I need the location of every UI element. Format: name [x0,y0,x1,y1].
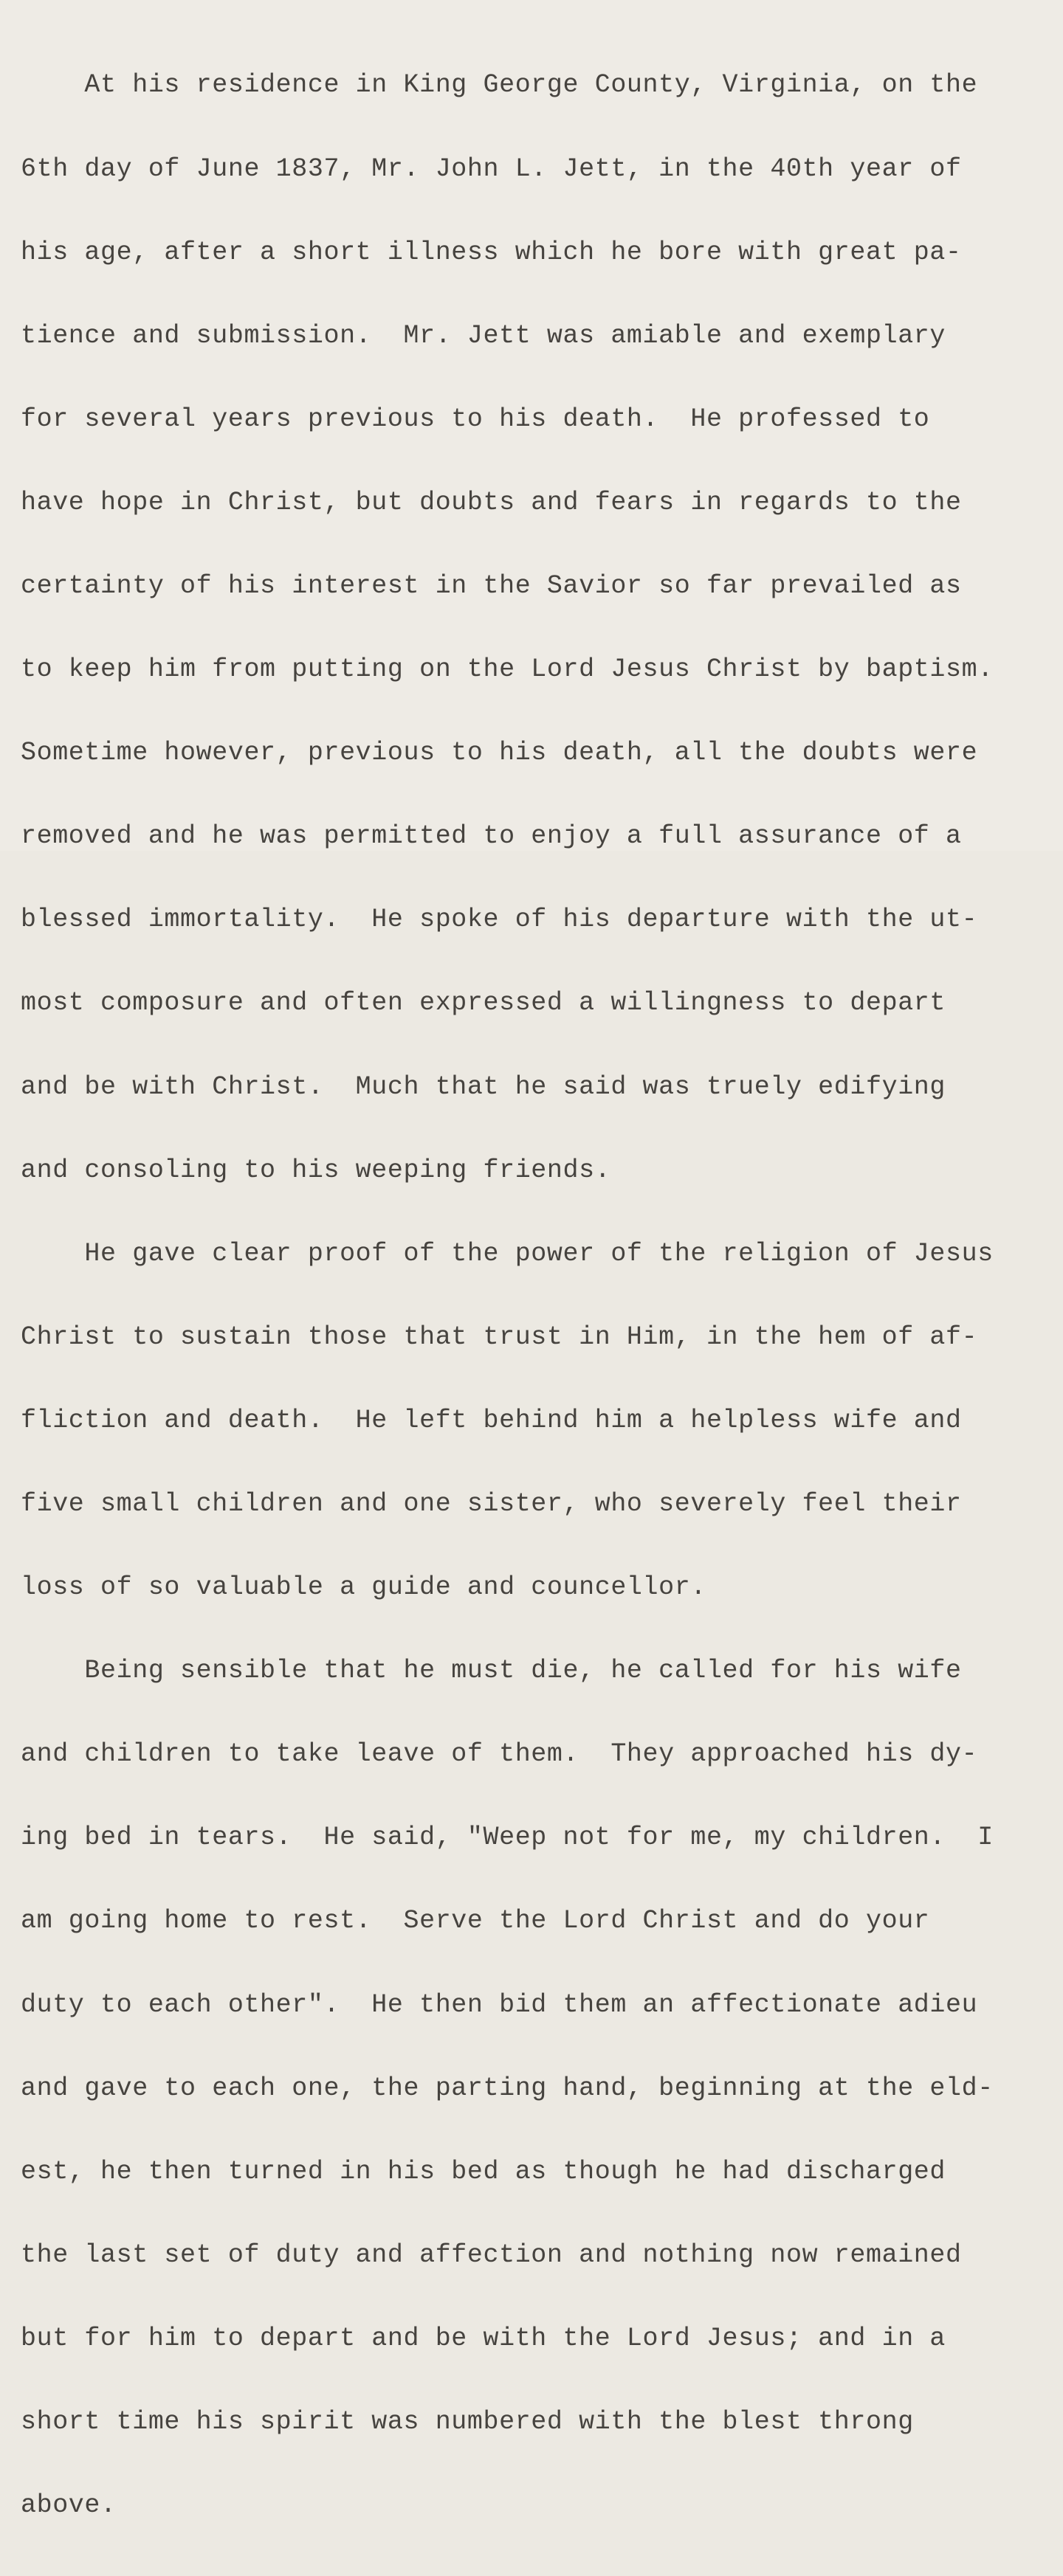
text-line: certainty of his interest in the Savior so far prevailed as [21,570,962,601]
text-line: Being sensible that he must die, he called for his wife [21,1656,962,1686]
text-line: duty to each other". He then bid them an affectionate adieu [21,1989,978,2020]
text-line: and gave to each one, the parting hand, beginning at the eld- [21,2073,994,2103]
text-line: but for him to depart and be with the Lord Jesus; and in a [21,2323,946,2353]
text-line: removed and he was permitted to enjoy a full assurance of a [21,821,962,852]
text-line: to keep him from putting on the Lord Jesus Christ by baptism. [21,655,994,685]
text-line: above. [21,2490,117,2521]
text-line: am going home to rest. Serve the Lord Christ and do your [21,1906,930,1936]
text-line: loss of so valuable a guide and councellor. [21,1572,706,1603]
text-line: and be with Christ. Much that he said was truely edifying [21,1071,946,1102]
text-line: Sometime however, previous to his death, all the doubts were [21,738,978,768]
text-line: est, he then turned in his bed as though he had discharged [21,2156,946,2186]
text-line: his age, after a short illness which he bore with great pa- [21,237,962,267]
text-line: most composure and often expressed a willingness to depart [21,988,946,1018]
obituary-text [21,16,1054,2575]
text-line: At his residence in King George County, Virginia, on the [21,70,978,100]
text-line: and children to take leave of them. They approached his dy- [21,1739,978,1769]
text-line: tience and submission. Mr. Jett was amiable and exemplary [21,320,946,351]
text-line: for several years previous to his death. He professed to [21,404,930,434]
text-line: have hope in Christ, but doubts and fears in regards to the [21,487,962,517]
text-line: and consoling to his weeping friends. [21,1155,611,1185]
text-line: the last set of duty and affection and nothing now remained [21,2240,962,2270]
text-line: fliction and death. He left behind him a helpless wife and [21,1405,962,1435]
text-line: He gave clear proof of the power of the religion of Jesus [21,1238,994,1268]
text-line: 6th day of June 1837, Mr. John L. Jett, in the 40th year of [21,153,962,184]
text-line: ing bed in tears. He said, "Weep not for me, my children. I [21,1823,994,1853]
text-line: short time his spirit was numbered with the blest throng [21,2407,914,2437]
text-line: Christ to sustain those that trust in Him, in the hem of af- [21,1322,978,1352]
text-line: five small children and one sister, who severely feel their [21,1489,962,1519]
text-line: blessed immortality. He spoke of his departure with the ut- [21,905,978,935]
